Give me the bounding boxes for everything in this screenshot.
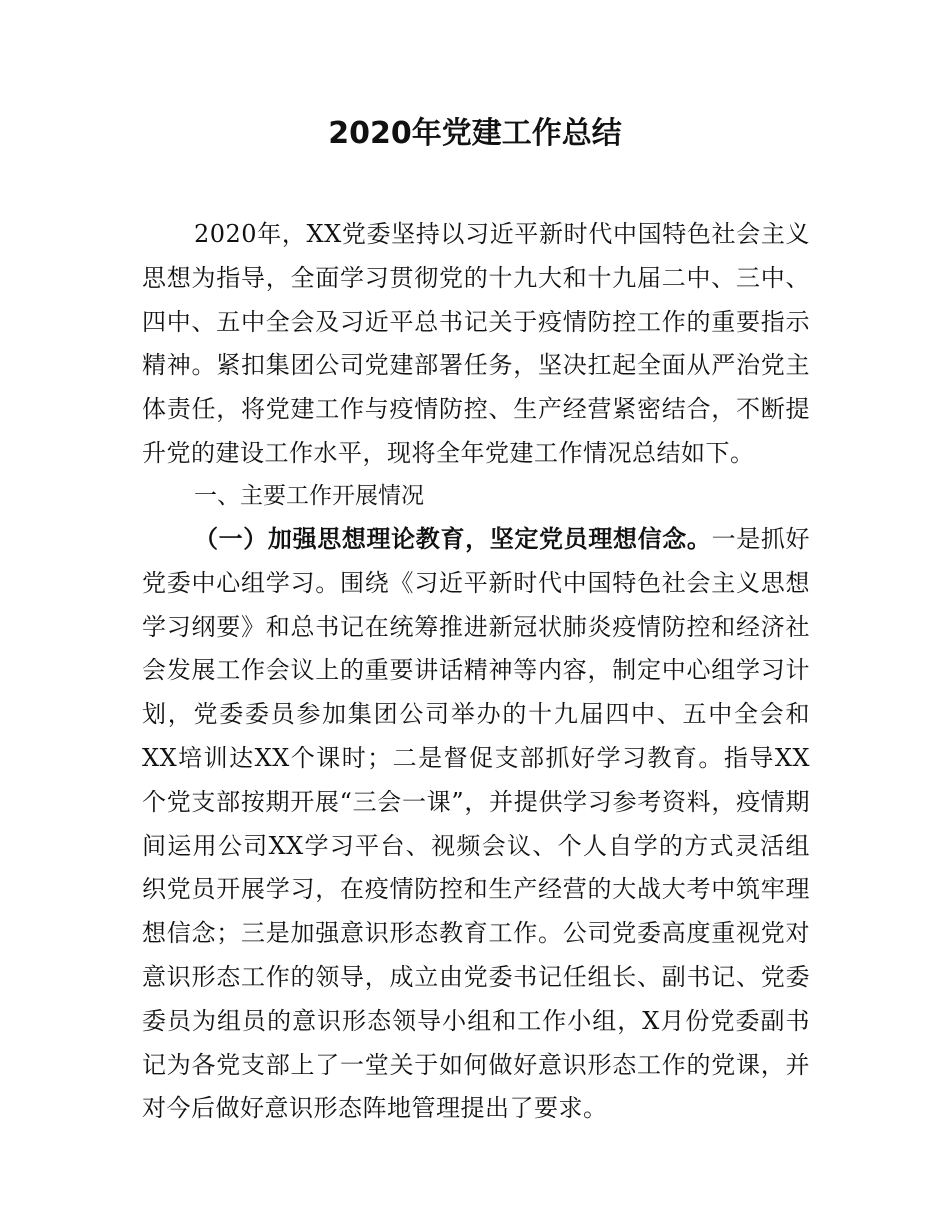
subsection-body: 一是抓好党委中心组学习。围绕《习近平新时代中国特色社会主义思想学习纲要》和总书记在统筹推进新冠状肺炎疫情防控和经济社会发展工作会议上的重要讲话精神等内容，制定中心组学习计划，党委委员参加集团公司举办的十九届四中、五中全会和XX培训达XX个课时；二是督促支部抓好学习教育。指导XX个党支部按期开展“三会一课”，并提供学习参考资料，疫情期间运用公司XX学习平台、视频会议、个人自学的方式灵活组织党员开展学习，在疫情防控和生产经营的大战大考中筑牢理想信念；三是加强意识形态教育工作。公司党委高度重视党对意识形态工作的领导，成立由党委书记任组长、副书记、党委委员为组员的意识形态领导小组和工作小组，X月份党委副书记为各党支部上了一堂关于如何做好意识形态工作的党课，并对今后做好意识形态阵地管理提出了要求。 <box>142 525 810 1123</box>
document-title: 2020年党建工作总结 <box>328 116 622 151</box>
subsection-paragraph-block <box>142 517 810 1131</box>
intro-paragraph-block <box>142 213 810 476</box>
subsection-lead: （一）加强思想理论教育，坚定党员理想信念。 <box>194 524 712 553</box>
subsection-paragraph <box>142 517 810 1131</box>
intro-paragraph: 2020年，XX党委坚持以习近平新时代中国特色社会主义思想为指导，全面学习贯彻党的十九大和十九届二中、三中、四中、五中全会及习近平总书记关于疫情防控工作的重要指示精神。紧扣集团公司党建部署任务，坚决扛起全面从严治党主体责任，将党建工作与疫情防控、生产经营紧密结合，不断提升党的建设工作水平，现将全年党建工作情况总结如下。 <box>142 220 810 467</box>
section-heading-1: 一、主要工作开展情况 <box>194 483 424 509</box>
